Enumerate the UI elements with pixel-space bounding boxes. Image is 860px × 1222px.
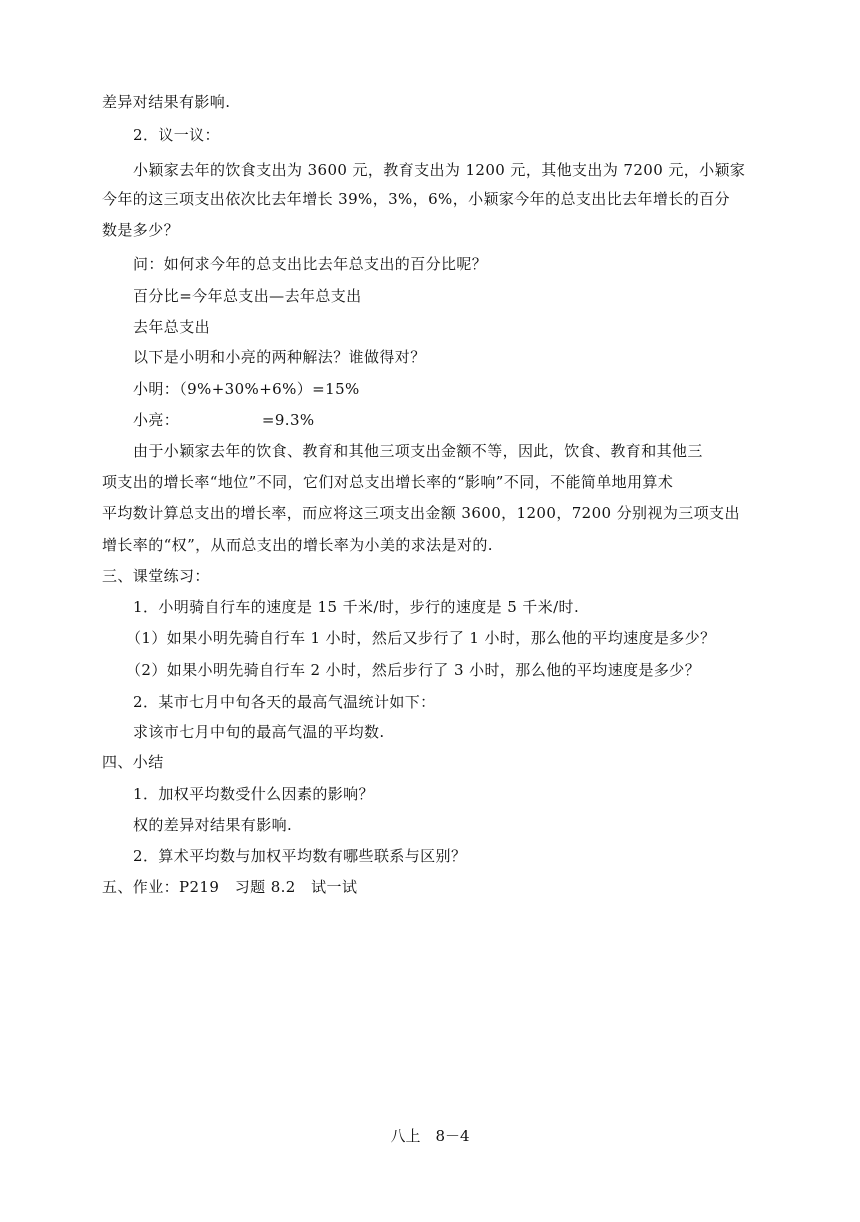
- text-line: 1．小明骑自行车的速度是 15 千米/时，步行的速度是 5 千米/时.: [133, 598, 580, 616]
- text-line: 2．算术平均数与加权平均数有哪些联系与区别？: [133, 847, 467, 865]
- text-line: 去年总支出: [133, 318, 211, 336]
- text-line: 权的差异对结果有影响.: [133, 816, 293, 834]
- section-heading: 2．议一议：: [133, 126, 220, 144]
- text-line: 2．某市七月中旬各天的最高气温统计如下：: [133, 693, 436, 711]
- text-line: 平均数计算总支出的增长率，而应将这三项支出金额 3600，1200，7200 分别视为三项支出: [102, 504, 740, 522]
- text-line: 1．加权平均数受什么因素的影响？: [133, 785, 374, 803]
- text-line: （1）如果小明先骑自行车 1 小时，然后又步行了 1 小时，那么他的平均速度是多少？: [126, 629, 716, 647]
- text-line: 差异对结果有影响.: [102, 93, 231, 111]
- page-footer: 八上 8－4: [390, 1127, 470, 1145]
- text-line: 小亮： =9.3%: [133, 411, 315, 429]
- text-line: 以下是小明和小亮的两种解法？谁做得对？: [133, 348, 426, 366]
- section-heading: 五、作业：P219 习题 8.2 试一试: [102, 878, 358, 896]
- text-line: 增长率的“权”，从而总支出的增长率为小美的求法是对的.: [102, 536, 493, 554]
- text-line: 由于小颖家去年的饮食、教育和其他三项支出金额不等，因此，饮食、教育和其他三: [133, 442, 703, 460]
- text-line: 项支出的增长率“地位”不同，它们对总支出增长率的“影响”不同，不能简单地用算术: [102, 473, 674, 491]
- text-line: 小明：（9%+30%+6%）=15%: [133, 380, 360, 398]
- text-line: 问：如何求今年的总支出比去年总支出的百分比呢？: [133, 255, 488, 273]
- text-line: 数是多少？: [102, 221, 180, 239]
- text-line: （2）如果小明先骑自行车 2 小时，然后步行了 3 小时，那么他的平均速度是多少？: [126, 661, 701, 679]
- text-line: 小颖家去年的饮食支出为 3600 元，教育支出为 1200 元，其他支出为 7200 元，小颖家: [133, 161, 746, 179]
- text-line: 求该市七月中旬的最高气温的平均数.: [133, 723, 385, 741]
- text-line: 百分比=今年总支出—去年总支出: [133, 287, 362, 305]
- section-heading: 三、课堂练习：: [102, 567, 210, 585]
- text-line: 今年的这三项支出依次比去年增长 39%，3%，6%，小颖家今年的总支出比去年增长的百分: [102, 190, 730, 208]
- section-heading: 四、小结: [102, 753, 164, 771]
